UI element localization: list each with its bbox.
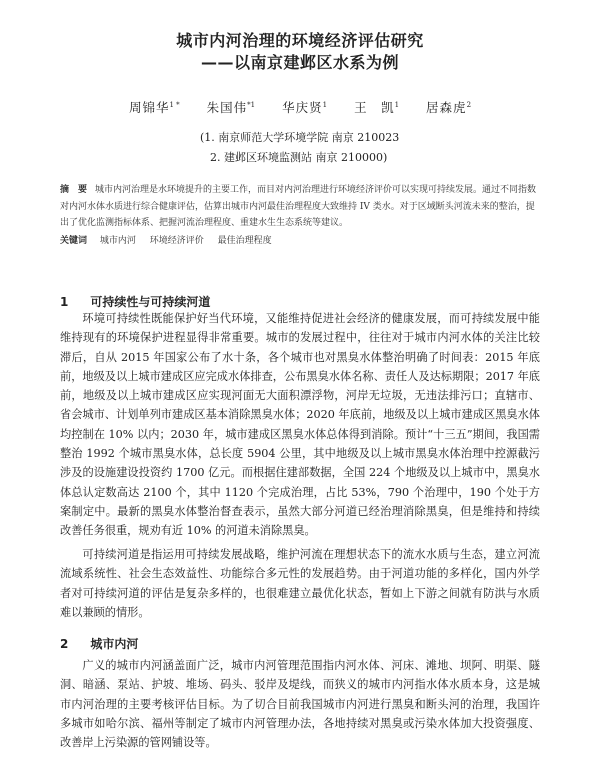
affiliations (200, 128, 399, 168)
abstract (60, 182, 543, 232)
title-main: 城市内河治理的环境经济评估研究 (176, 31, 424, 50)
author (207, 100, 255, 115)
affiliation-line: (1. 南京师范大学环境学院 南京 210023 (200, 131, 400, 144)
author-affil-mark: *1 (247, 100, 256, 109)
keyword: 城市内河 (99, 236, 136, 246)
author (129, 100, 180, 115)
keyword: 环境经济评价 (149, 236, 204, 246)
body-paragraph: 环境可持续性既能保护好当代环境，又能维持促进社会经济的健康发展，而可持续发展中能维持现有的环境保护进程显得非常重要。城市的发展过程中，往往对于城市内河水体的关注比较滞后，自从 2015 年国家公布了水十条，各个城市也对黑臭水体整治明确了时间表：2015 年底前，地级及以上城市建成区应完成水体排查，公布黑臭水体名称、责任人及达标期限；2017 年底前，地级及以上城市建成区应实现河面无大面积漂浮物，河岸无垃圾，无违法排污口；直辖市、省会城市、计划单列市建成区基本消除黑臭水体；2020 年底前，地级及以上城市建成区黑臭水体均控制在 10% 以内；2030 年，城市建成区黑臭水体总体得到消除。预计“十三五”期间，我国需整治 1992 个城市黑臭水体，总长度 5904 公里，其中地级及以上城市黑臭水体治理中控源截污涉及的设施建设投资约 1700 亿元。而根据住建部数据，全国 224 个地级及以上城市中，黑臭水体总认定数高达 2100 个，其中 1120 个完成治理，占比 53%，790 个治理中，190 个处于方案制定中。最新的黑臭水体整治督查表示，虽然大部分河道已经治理消除黑臭，但是维持和持续改善任务很重，规劝有近 10% 的河道未消除黑臭。 (60, 312, 540, 538)
author (354, 100, 399, 115)
keyword: 最佳治理程度 (217, 236, 272, 246)
body-paragraph: 可持续河道是指运用可持续发展战略，维护河流在理想状态下的流水水质与生态，建立河流流域系统性、社会生态效益性、功能综合多元性的发展趋势。由于河道功能的多样化，国内外学者对可持续河道的评估是复杂多样的，也很难建立最优化状态，暂如上下游之间就有防洪与水质难以兼顾的情形。 (60, 548, 540, 619)
section-heading (60, 635, 138, 652)
author-name: 华庆贤 (282, 100, 323, 115)
section-title: 可持续性与可持续河道 (90, 295, 211, 309)
author-affil-mark: 2 (466, 100, 472, 109)
section-number: 1 (60, 295, 69, 309)
author (426, 100, 471, 115)
abstract-label: 摘 要 (60, 185, 88, 195)
author-name: 朱国伟 (206, 100, 248, 115)
author-list (0, 98, 600, 116)
section-number: 2 (60, 637, 69, 651)
section-title: 城市内河 (90, 637, 139, 651)
author-affil-mark: 1 (322, 100, 328, 109)
author-affil-mark: 1 (394, 100, 400, 109)
paper-title (0, 30, 600, 74)
section-heading (60, 293, 210, 310)
author-affil-mark: 1 * (169, 100, 180, 109)
author-name: 居森虎 (426, 100, 467, 115)
author-name: 王 凯 (354, 100, 395, 115)
title-subtitle: ——以南京建邺区水系为例 (200, 53, 399, 72)
keywords-label: 关键词 (60, 236, 88, 246)
abstract-text: 城市内河治理是水环境提升的主要工作，而目对内河治理进行环境经济评价可以实现可持续发展。通过不同指数对内河水体水质进行综合健康评估，估算出城市内河最佳治理程度大致维持 IV 类水。对于区域断头河流未来的整治，提出了优化监测指标体系、把握河流治理程度、重建水生生态系统等建议。 (60, 185, 537, 228)
author (282, 100, 327, 115)
affiliation-line: 2. 建邺区环境监测站 南京 210000) (210, 151, 388, 164)
keywords (60, 233, 283, 246)
author-name: 周锦华 (128, 100, 170, 115)
body-paragraph: 广义的城市内河涵盖面广泛，城市内河管理范围指内河水体、河床、滩地、坝阿、明渠、隧洞、暗涵、泵站、护坡、堆场、码头、驳岸及堤线，而狭义的城市内河指水体水质本身，这是城市内河治理的主要考核评估目标。为了切合目前我国城市内河进行黑臭和断头河的治理，我国许多城市如哈尔滨、福州等制定了城市内河管理办法，各地持续对黑臭或污染水体加大投资强度、改善岸上污染源的管网铺设等。 (60, 659, 540, 750)
